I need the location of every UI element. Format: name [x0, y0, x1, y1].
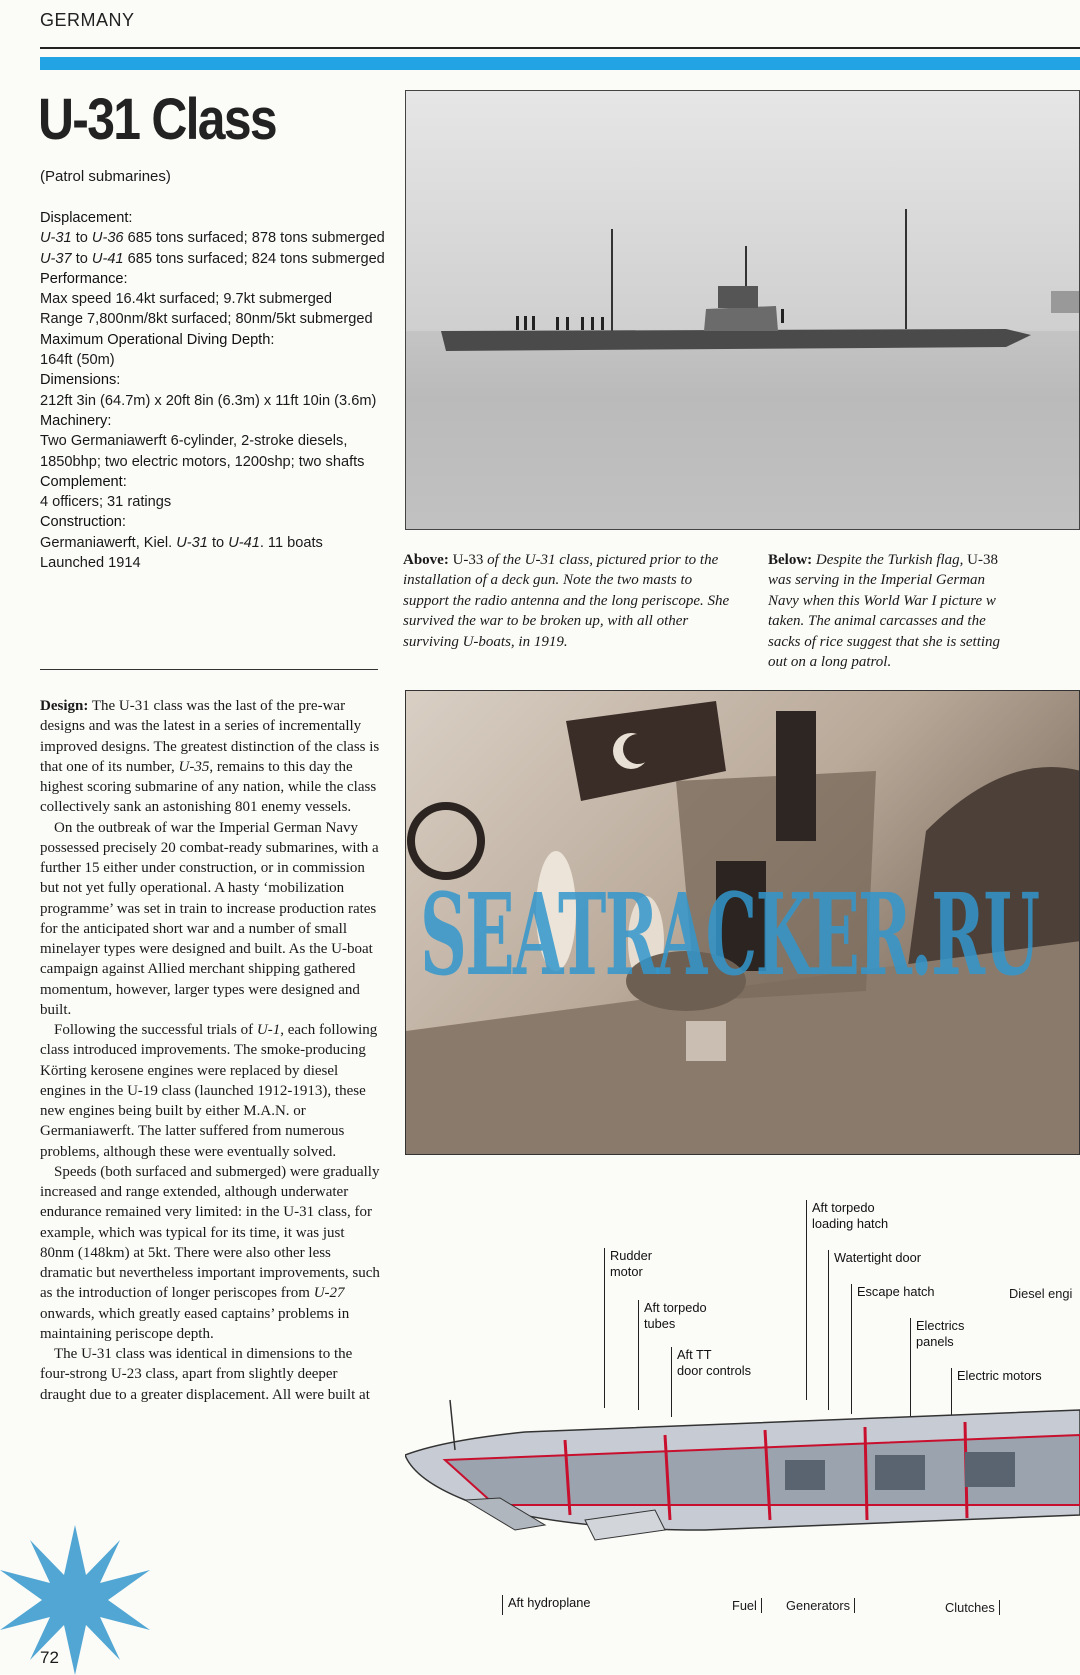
spec-value: 164ft (50m): [40, 352, 115, 369]
paragraph: The U-31 class was identical in dimensions to the four-strong U-23 class, apart from slightly deeper draught due to a greater displacement. All were built at: [40, 1346, 370, 1403]
spec-label: Construction:: [40, 514, 126, 531]
spec-value: Range 7,800nm/8kt surfaced; 80nm/5kt submerged: [40, 311, 373, 328]
photo-u33-surfaced: [405, 90, 1080, 530]
label-aft-tt-door-controls: Aft TT door controls: [671, 1347, 751, 1417]
spec-value: Max speed 16.4kt surfaced; 9.7kt submerged: [40, 291, 333, 308]
paragraph: Following the successful trials of U-1, each following class introduced improvements. The smoke-producing Körting kerosene engines were replaced by diesel engines in the U-19 class (launched 1912-1913), these new engines being built by either M.A.N. or Germaniawerft. The latter suffered from numerous problems, although these were eventually solved.: [40, 1022, 378, 1160]
section-header: GERMANY: [40, 10, 135, 30]
watermark: SEATRACKER.RU: [420, 870, 1039, 1001]
spec-value: 4 officers; 31 ratings: [40, 494, 172, 511]
paragraph: On the outbreak of war the Imperial German Navy possessed precisely 20 combat-ready submarines, with a further 15 either under construction, or in commission but not yet fully operational. A hasty ‘mobilization programme’ was set in train to increase production rates for the anticipated short war and a number of small minelayer types were designed and built. As the U-boat campaign against Allied merchant shipping gathered momentum, however, larger types were designed and built.: [40, 819, 379, 1018]
spec-value: Germaniawerft, Kiel. U-31 to U-41. 11 boats: [40, 534, 323, 551]
label-escape-hatch: Escape hatch: [851, 1284, 935, 1414]
page-title: U-31 Class: [38, 87, 276, 152]
divider: [40, 669, 378, 670]
label-generators: Generators: [786, 1598, 855, 1613]
caption-below: Below: Despite the Turkish flag, U-38 was serving in the Imperial German Navy when this World War I picture w taken. The animal carcasses and the sacks of rice suggest that she is setting out on a long patrol.: [768, 552, 1001, 671]
label-fuel: Fuel: [732, 1598, 762, 1613]
spec-label: Dimensions:: [40, 372, 121, 389]
body-text: [40, 696, 380, 1405]
spec-value: Launched 1914: [40, 555, 141, 572]
spec-label: Performance:: [40, 270, 128, 287]
label-aft-torpedo-loading-hatch: Aft torpedo loading hatch: [806, 1200, 888, 1400]
label-aft-hydroplane: Aft hydroplane: [502, 1595, 591, 1615]
caption-above: Above: U-33 of the U-31 class, pictured prior to the installation of a deck gun. Note the two masts to support the radio antenna and the long periscope. She survived the war to be broken up, with all other surviving U-boats, in 1919.: [403, 552, 730, 650]
spec-value: U-37 to U-41 685 tons surfaced; 824 tons submerged: [40, 250, 385, 267]
spec-label: Displacement:: [40, 210, 133, 226]
page-subtitle: (Patrol submarines): [40, 168, 171, 185]
label-aft-torpedo-tubes: Aft torpedo tubes: [638, 1300, 707, 1410]
spec-value: 212ft 3in (64.7m) x 20ft 8in (6.3m) x 11ft 10in (3.6m): [40, 392, 377, 409]
spec-label: Complement:: [40, 473, 127, 490]
page-number: 72: [40, 1648, 59, 1667]
label-rudder-motor: Rudder motor: [604, 1248, 652, 1408]
paragraph: Design: The U-31 class was the last of the pre-war designs and was the latest in a series of incrementally improved designs. The greatest distinction of the class is that one of its number, U-35, remains to this day the highest scoring submarine of any nation, while the class collectively sank an astonishing 801 enemy vessels.: [40, 698, 380, 816]
label-watertight-door: Watertight door: [828, 1250, 921, 1410]
label-clutches: Clutches: [945, 1600, 1000, 1615]
paragraph: Speeds (both surfaced and submerged) were gradually increased and range extended, although underwater endurance remained very limited: in the U-31 class, for example, which was typical for its time, it was just 80nm (148km) at 5kt. There were also other less dramatic but nevertheless important improvements, such as the introduction of longer periscopes from U-27 onwards, which greatly eased captains’ problems in maintaining periscope depth.: [40, 1163, 380, 1342]
spec-value: Two Germaniawerft 6-cylinder, 2-stroke diesels, 1850bhp; two electric motors, 1200shp; two shafts: [40, 433, 365, 470]
header-rule: [40, 47, 1080, 49]
specifications: [40, 208, 400, 573]
spec-label: Maximum Operational Diving Depth:: [40, 331, 275, 348]
label-electric-motors: Electric motors: [951, 1368, 1042, 1448]
watermark-star-icon: [0, 1525, 150, 1675]
spec-label: Machinery:: [40, 412, 112, 429]
label-electrics-panels: Electrics panels: [910, 1318, 964, 1428]
spec-value: U-31 to U-36 685 tons surfaced; 878 tons submerged: [40, 230, 385, 247]
cutaway-diagram: [405, 1380, 1080, 1600]
label-diesel-engines: Diesel engi: [1009, 1286, 1073, 1301]
accent-bar: [40, 57, 1080, 70]
